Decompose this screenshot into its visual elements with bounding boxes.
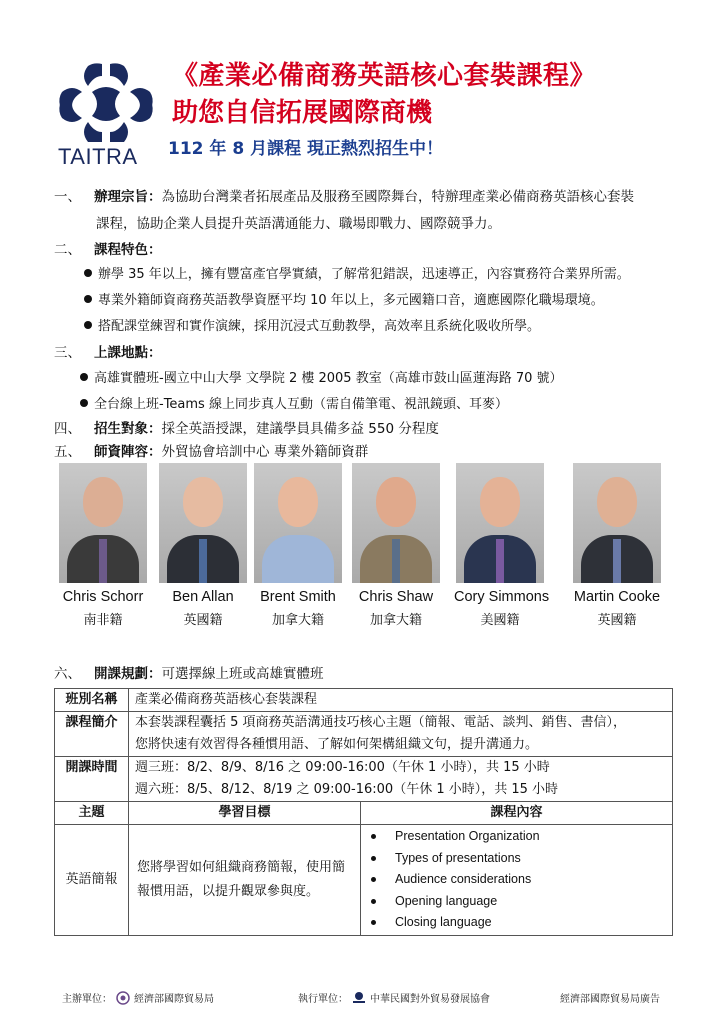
teacher-card [253, 463, 343, 628]
section-features [54, 239, 162, 261]
class-name-label: 班別名稱 [55, 689, 129, 712]
schedule-label: 開課時間 [55, 757, 129, 802]
location-bullet: 高雄實體班-國立中山大學 文學院 2 樓 2005 教室（高雄市鼓山區蓮海路 70 號） [80, 368, 563, 390]
section-teachers [54, 441, 368, 463]
section-plan [54, 663, 324, 685]
title-line2: 助您自信拓展國際商機 [172, 98, 433, 128]
organizer-label: 主辦單位： [62, 994, 112, 1005]
section-number: 四、 [54, 421, 81, 437]
course-table [54, 688, 673, 936]
location-bullet: 全台線上班-Teams 線上同步真人互動（需自備筆電、視訊鏡頭、耳麥） [80, 394, 508, 416]
list-item: Opening language [367, 891, 666, 913]
teacher-nationality: 加拿大籍 [369, 613, 422, 628]
moea-seal-icon [114, 991, 132, 1005]
section-purpose-line2: 課程，協助企業人員提升英語溝通能力、職場即戰力、國際競爭力。 [96, 216, 501, 232]
teacher-photo [456, 463, 544, 583]
teacher-card [572, 463, 662, 628]
goal-cell: 您將學習如何組織商務簡報，使用簡報慣用語，以提升觀眾參與度。 [129, 825, 361, 936]
table-row [55, 757, 673, 802]
teacher-nationality: 英國籍 [183, 613, 223, 628]
section-purpose [54, 186, 634, 208]
col-content-header: 課程內容 [361, 802, 673, 825]
teacher-card [454, 463, 550, 628]
teacher-photo [159, 463, 247, 583]
bullet-icon [84, 321, 92, 329]
intro-line1: 本套裝課程囊括 5 項商務英語溝通技巧核心主題（簡報、電話、談判、銷售、書信）， [135, 715, 627, 730]
taitra-small-icon [350, 991, 368, 1005]
section-text: 採全英語授課，建議學員具備多益 550 分程度 [161, 421, 439, 437]
teacher-name: Cory Simmons [454, 589, 550, 605]
taitra-logo [58, 62, 154, 172]
bullet-icon [84, 269, 92, 277]
executor-name: 中華民國對外貿易發展協會 [370, 994, 490, 1005]
class-name-value: 產業必備商務英語核心套裝課程 [129, 689, 673, 712]
teacher-name: Chris Schorr [62, 589, 144, 605]
list-item: Types of presentations [367, 848, 666, 870]
intro-label: 課程簡介 [55, 712, 129, 757]
table-header-row [55, 802, 673, 825]
col-topic-header: 主題 [55, 802, 129, 825]
section-number: 六、 [54, 666, 81, 682]
section-location [54, 342, 162, 364]
content-list [367, 826, 666, 934]
teacher-card [158, 463, 248, 628]
table-row [55, 825, 673, 936]
bullet-icon [84, 295, 92, 303]
section-target [54, 418, 439, 440]
section-text: 可選擇線上班或高雄實體班 [161, 666, 324, 682]
subtitle: 112 年 8 月課程 現正熱烈招生中！ [168, 139, 443, 159]
section-heading: 課程特色： [94, 242, 162, 258]
schedule-value [129, 757, 673, 802]
footer-organizer [62, 990, 214, 1005]
teacher-card [58, 463, 148, 628]
teacher-photo [352, 463, 440, 583]
teacher-name: Brent Smith [260, 589, 336, 605]
teacher-name: Chris Shaw [358, 589, 434, 605]
title-line1: 《產業必備商務英語核心套裝課程》 [172, 61, 597, 91]
schedule-line2: 週六班：8/5、8/12、8/19 之 09:00-16:00（午休 1 小時），共 15 小時 [135, 782, 559, 797]
organizer-name: 經濟部國際貿易局 [134, 994, 214, 1005]
footer-ad-note: 經濟部國際貿易局廣告 [560, 994, 660, 1005]
intro-value [129, 712, 673, 757]
section-text: 為協助台灣業者拓展產品及服務至國際舞台，特辦理產業必備商務英語核心套裝 [161, 189, 634, 205]
schedule-line1: 週三班：8/2、8/9、8/16 之 09:00-16:00（午休 1 小時），共 15 小時 [135, 760, 550, 775]
teacher-nationality: 加拿大籍 [271, 613, 324, 628]
teacher-name: Martin Cooke [573, 589, 661, 605]
section-heading: 師資陣容： [94, 444, 162, 460]
content-cell [361, 825, 673, 936]
feature-bullet: 專業外籍師資商務英語教學資歷平均 10 年以上，多元國籍口音，適應國際化職場環境。 [84, 290, 604, 312]
teacher-nationality: 美國籍 [480, 613, 520, 628]
list-item: Presentation Organization [367, 826, 666, 848]
topic-cell: 英語簡報 [55, 825, 129, 936]
intro-line2: 您將快速有效習得各種慣用語、了解如何架構組織文句，提升溝通力。 [135, 737, 539, 752]
section-heading: 招生對象： [94, 421, 162, 437]
teacher-photo [573, 463, 661, 583]
teacher-nationality: 英國籍 [597, 613, 637, 628]
feature-bullet: 辦學 35 年以上，擁有豐富產官學實績，了解常犯錯誤，迅速導正，內容實務符合業界所需。 [84, 264, 630, 286]
col-goal-header: 學習目標 [129, 802, 361, 825]
feature-bullet: 搭配課堂練習和實作演練，採用沉浸式互動教學，高效率且系統化吸收所學。 [84, 316, 540, 338]
section-number: 二、 [54, 242, 81, 258]
teacher-card [351, 463, 441, 628]
section-heading: 上課地點： [94, 345, 162, 361]
teacher-name: Ben Allan [172, 589, 234, 605]
teacher-photo [59, 463, 147, 583]
section-heading: 開課規劃： [94, 666, 162, 682]
section-number: 一、 [54, 189, 81, 205]
executor-label: 執行單位： [298, 994, 348, 1005]
logo-text: TAITRA [58, 144, 138, 169]
section-number: 五、 [54, 444, 81, 460]
teacher-nationality: 南非籍 [83, 613, 123, 628]
section-text: 外貿協會培訓中心 專業外籍師資群 [161, 444, 369, 460]
table-row [55, 712, 673, 757]
section-number: 三、 [54, 345, 81, 361]
section-heading: 辦理宗旨： [94, 189, 162, 205]
footer-executor [298, 990, 490, 1005]
list-item: Audience considerations [367, 869, 666, 891]
bullet-icon [80, 373, 88, 381]
bullet-icon [80, 399, 88, 407]
list-item: Closing language [367, 912, 666, 934]
taitra-emblem-icon [58, 62, 154, 142]
table-row [55, 689, 673, 712]
teacher-photo [254, 463, 342, 583]
